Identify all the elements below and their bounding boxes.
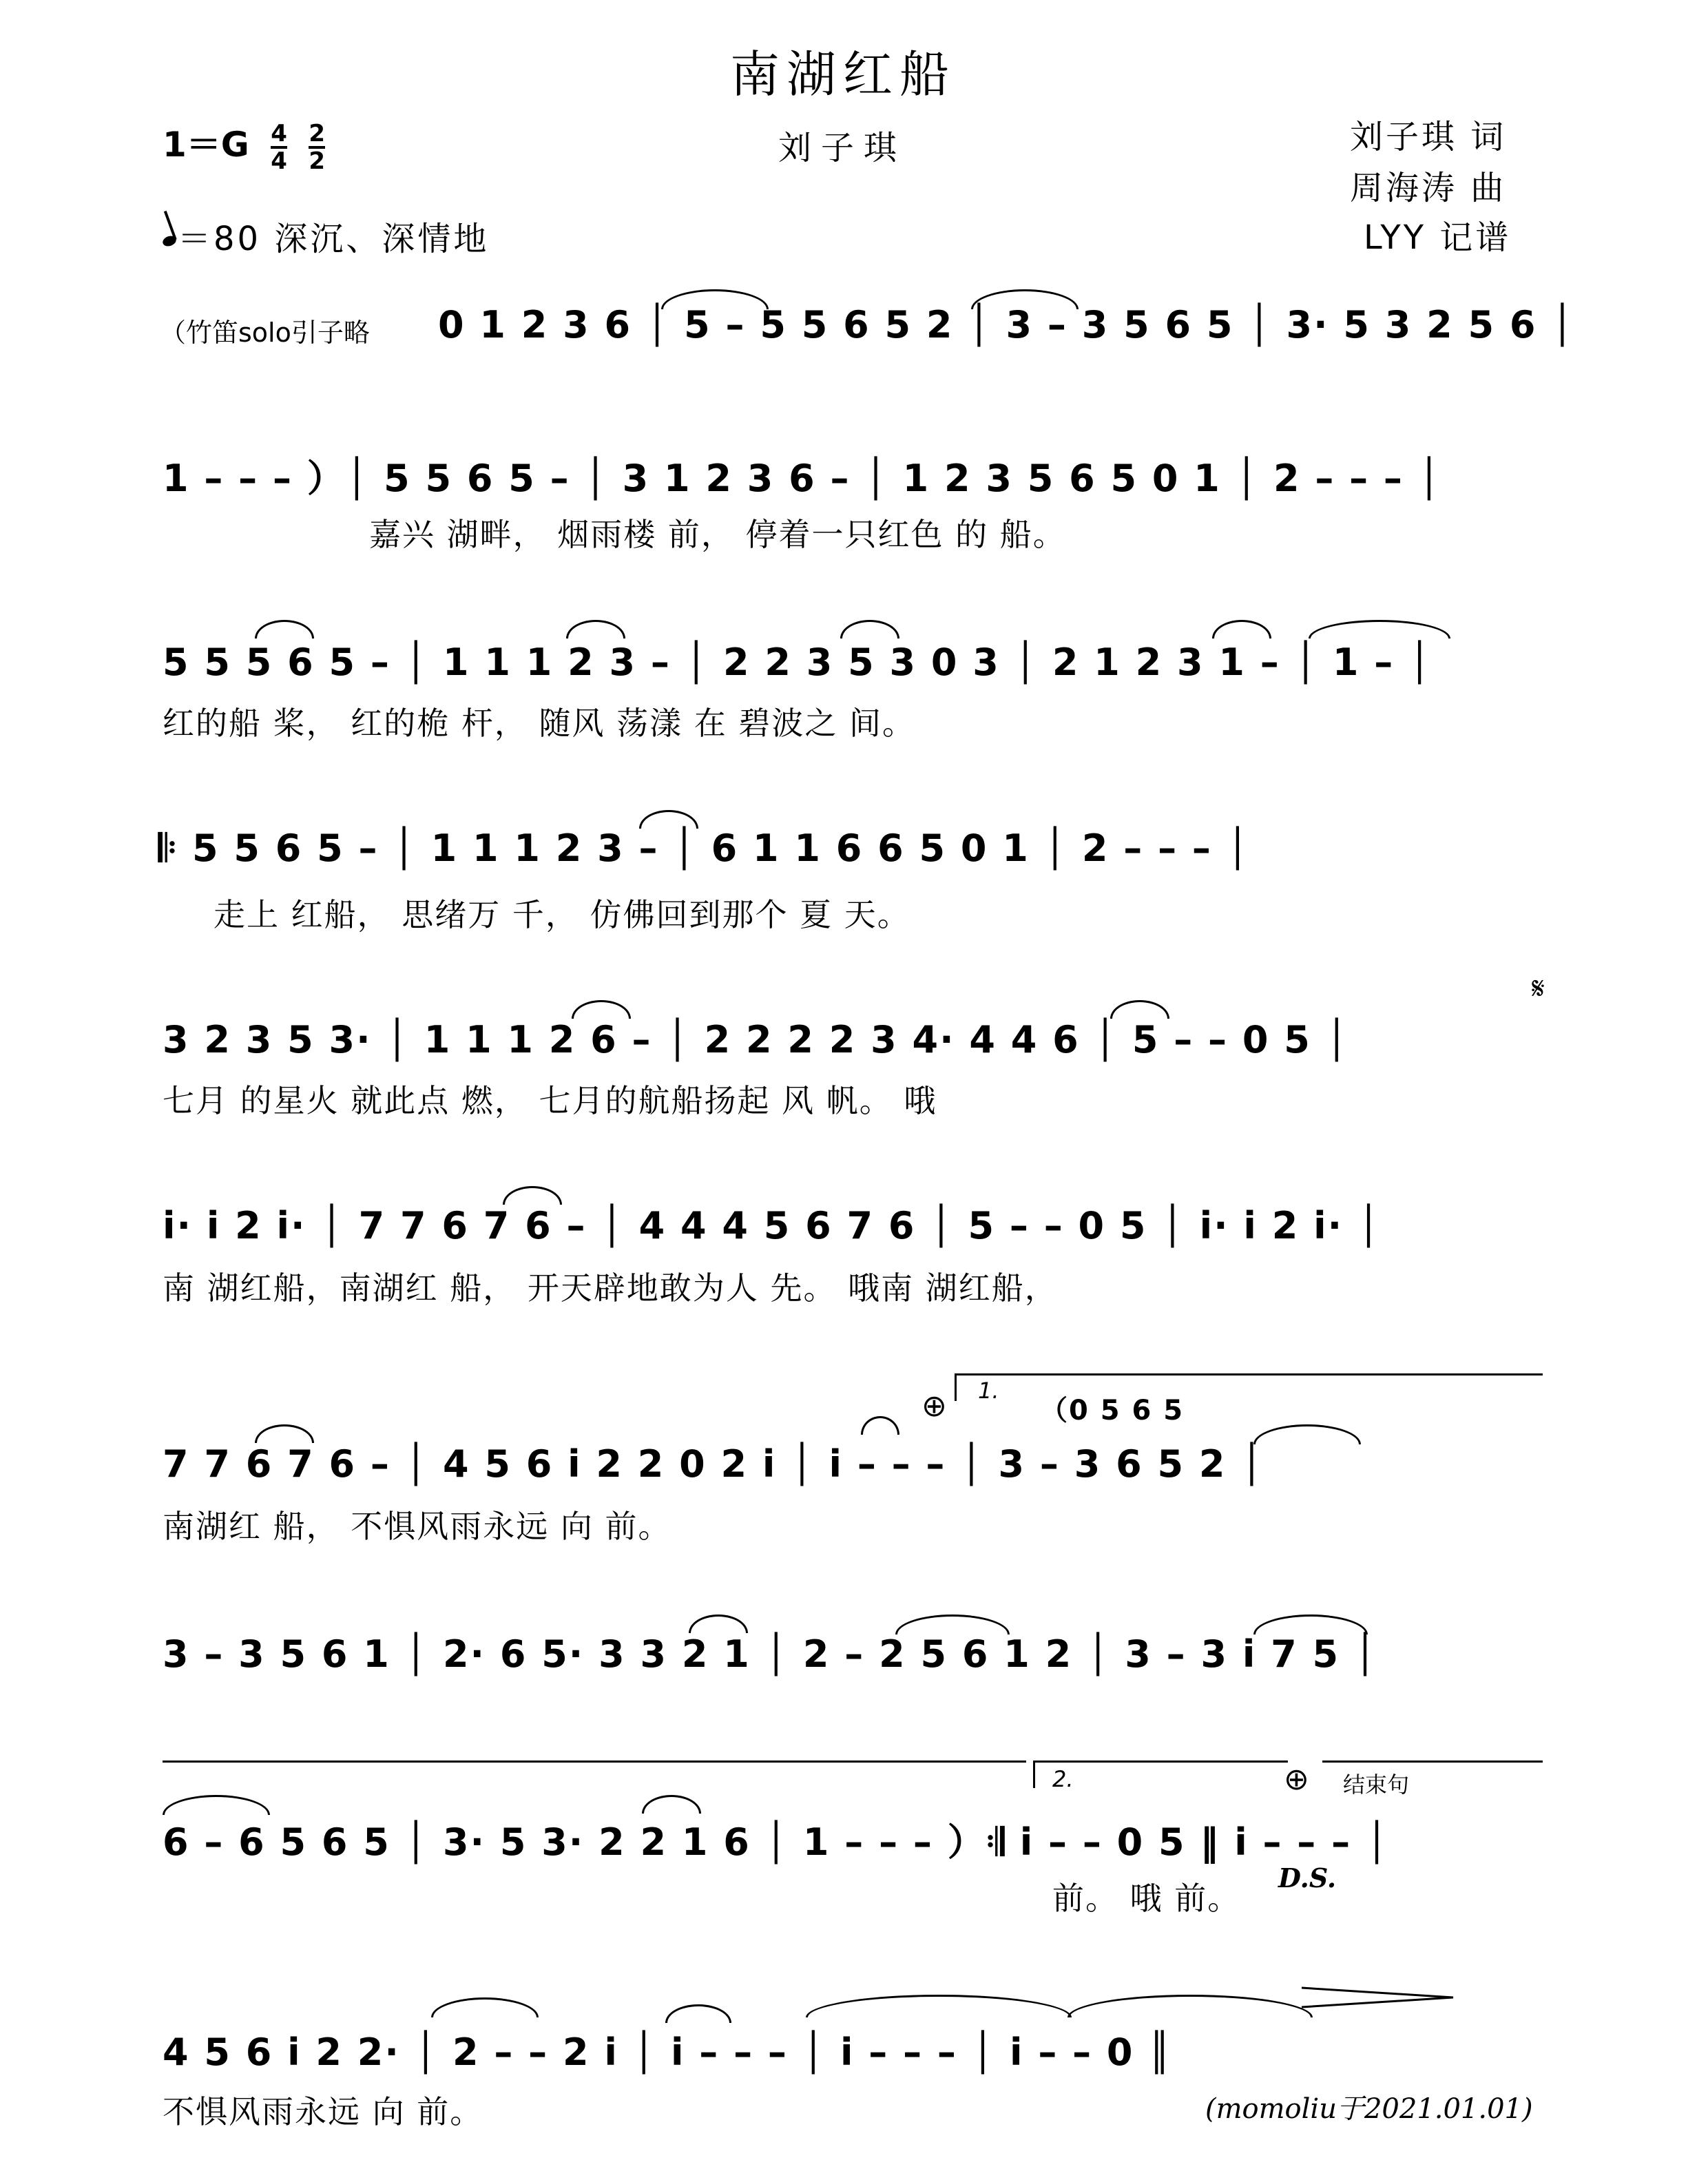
score-row-6: i· i 2 i· │ 7 7 6 7 6 – │ 4 4 4 5 6 7 6 │ 5 – – 0 5 │ i· i 2 i· │ [163,1204,1382,1247]
volta-1-label: 1. [978,1378,999,1404]
tempo-marking [163,212,489,260]
score-row-2: 1 – – – ）│ 5 5 6 5 – │ 3 1 2 3 6 – │ 1 2 3 5 6 5 0 1 │ 2 – – – │ [163,457,1442,500]
notation-credit: LYY 记谱 [1364,218,1512,257]
lyrics-row-9: 前。 哦 前。 [1052,1880,1241,1917]
score-row-5: 3 2 3 5 3· │ 1 1 1 2 6 – │ 2 2 2 2 3 4· 4 4 6 │ 5 – – 0 5 │ [163,1018,1350,1061]
coda-sign-1: ⊕ [921,1389,947,1424]
tie-arc [431,1997,539,2017]
tie-arc [1253,1614,1368,1634]
tie-arc [1068,1995,1313,2017]
tie-arc [861,1416,899,1435]
coda-sign-2: ⊕ [1284,1762,1309,1797]
lyricist-credit: 刘子琪 词 [1350,118,1507,156]
quarter-note-icon [161,234,178,248]
tie-arc [255,1424,314,1443]
segno-sign: 𝄋 [1532,971,1545,1006]
tie-arc [572,1000,631,1019]
ending-label: 结束句 [1343,1772,1410,1798]
ending-bracket [1322,1761,1543,1763]
score-row-8: 3 – 3 5 6 1 │ 2· 6 5· 3 3 2 1 │ 2 – 2 5 6 1 2 │ 3 – 3 i 7 5 │ [163,1632,1378,1676]
tie-arc [255,620,314,638]
score-row-3: 5 5 5 6 5 – │ 1 1 1 2 3 – │ 2 2 3 5 3 0 3 │ 2 1 2 3 1 – │ 1 – │ [163,641,1433,684]
volta-bracket-1-edge [955,1373,957,1401]
tie-arc [642,1795,701,1814]
tie-arc [971,289,1079,309]
footer-signature: (momoliu于2021.01.01) [1205,2093,1533,2125]
tie-arc [639,810,698,829]
lyrics-row-3: 红的船 桨， 红的桅 杆， 随风 荡漾 在 碧波之 间。 [163,705,915,742]
score-row-9: 6 – 6 5 6 5 │ 3· 5 3· 2 2 1 6 │ 1 – – – ）𝄇 i – – 0 5 ‖ i – – – │ [163,1820,1390,1864]
tie-arc [1309,620,1450,638]
tie-arc [689,1614,748,1633]
tie-arc [1253,1424,1361,1444]
tie-arc [661,289,769,309]
score-row-4: 𝄆 5 5 6 5 – │ 1 1 1 2 3 – │ 6 1 1 6 6 5 0 1 │ 2 – – – │ [158,827,1251,870]
ds-mark: D.S. [1278,1862,1337,1893]
volta-bracket-1 [955,1373,1543,1375]
lyrics-row-2: 嘉兴 湖畔， 烟雨楼 前， 停着一只红色 的 船。 [369,516,1066,553]
staff-rule [163,1761,1026,1763]
tempo-text: ＝80 深沉、深情地 [178,220,490,258]
volta-1-intro: （0 5 6 5 [1040,1395,1185,1426]
diminuendo-hairpin [1302,1984,1460,2011]
volta-bracket-2-edge [1033,1761,1035,1788]
key-signature [163,117,325,174]
volta-bracket-2 [1033,1761,1288,1763]
time-signature-1: $\frac{4}{4}$ [271,119,287,175]
tie-arc [1110,1000,1169,1019]
tie-arc [665,2004,731,2023]
lyrics-row-4: 走上 红船， 思绪万 千， 仿佛回到那个 夏 天。 [214,896,910,933]
singer-name: 刘子琪 [778,129,907,167]
tie-arc [566,620,625,638]
lyrics-row-7: 南湖红 船， 不惧风雨永远 向 前。 [163,1508,671,1545]
lyrics-row-5: 七月 的星火 就此点 燃， 七月的航船扬起 风 帆。 哦 [163,1082,937,1119]
tie-arc [806,1995,1072,2017]
tie-arc [163,1795,270,1815]
time-signature-2: $\frac{2}{2}$ [309,119,326,175]
tie-arc [503,1186,562,1205]
key-label: 1＝G [163,125,249,165]
lyrics-row-6: 南 湖红船，南湖红 船， 开天辟地敢为人 先。 哦南 湖红船， [163,1269,1058,1307]
intro-text: （竹笛solo引子略 [160,318,370,348]
score-row-10: 4 5 6 i 2 2· │ 2 – – 2 i │ i – – – │ i – – – │ i – – 0 ║ [163,2031,1172,2074]
score-row-1: 0 1 2 3 6 │ 5 – 5 5 6 5 2 │ 3 – 3 5 6 5 │ 3· 5 3 2 5 6 │ [438,303,1575,346]
tie-arc [840,620,899,638]
tie-arc [1212,620,1271,638]
song-title: 南湖红船 [730,45,957,103]
tie-arc [895,1614,1010,1634]
score-row-7: 7 7 6 7 6 – │ 4 5 6 i 2 2 0 2 i │ i – – – │ 3 – 3 6 5 2 │ [163,1442,1264,1486]
lyrics-row-10: 不惧风雨永远 向 前。 [163,2093,483,2130]
composer-credit: 周海涛 曲 [1350,169,1507,207]
volta-2-label: 2. [1052,1766,1074,1792]
